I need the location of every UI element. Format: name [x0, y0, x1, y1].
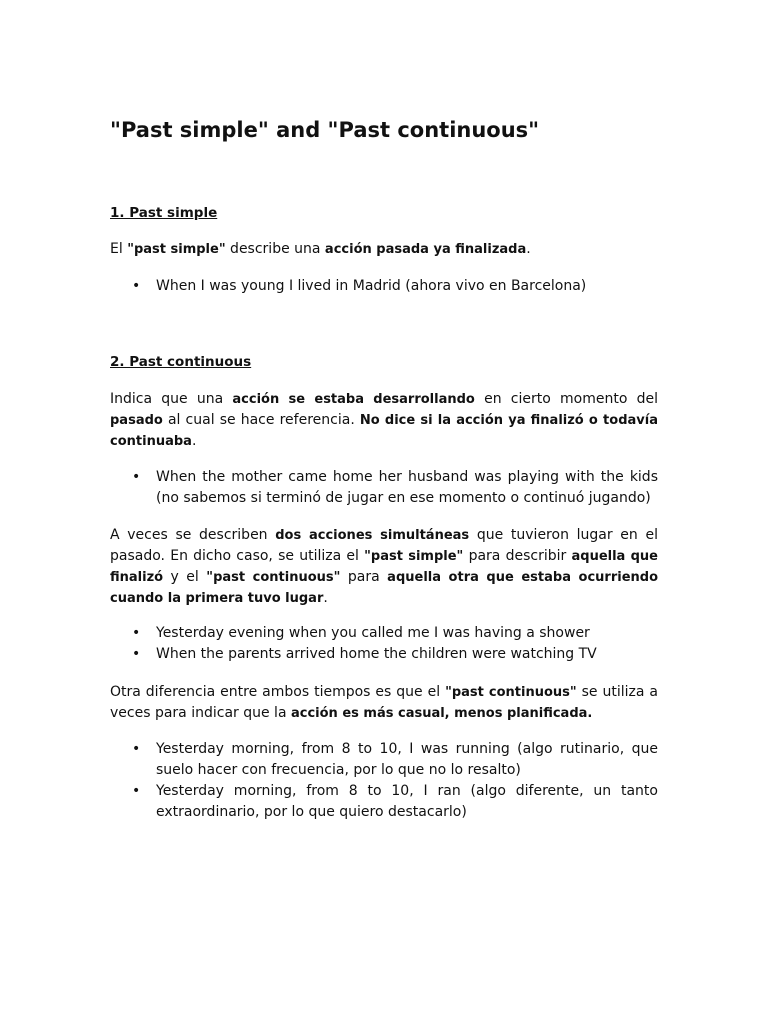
text-run: Otra diferencia entre ambos tiempos es que el [110, 684, 446, 700]
list-item [110, 623, 658, 644]
bold-run: dos acciones simultáneas [275, 528, 470, 543]
bold-run: "past simple" [364, 549, 464, 564]
text-run: al cual se hace referencia. [162, 412, 360, 428]
bold-run: "past continuous" [206, 570, 341, 585]
text-run: describe una [225, 241, 325, 257]
list-item-text: Yesterday morning, from 8 to 10, I ran (algo diferente, un tanto extraordinario, por lo que quiero destacarlo) [156, 783, 658, 820]
section-2-paragraph-2 [110, 525, 658, 609]
section-2-bullet-list-1 [110, 467, 658, 509]
section-1-bullet-list [110, 276, 658, 297]
bold-run: acción pasada ya finalizada [324, 242, 527, 257]
list-item [110, 644, 658, 665]
section-2-bullet-list-3 [110, 739, 658, 823]
list-item-text: Yesterday morning, from 8 to 10, I was running (algo rutinario, que suelo hacer con frecuencia, por lo que no lo resalto) [156, 741, 658, 778]
bold-run: "past continuous" [445, 685, 577, 700]
bullet-icon: • [132, 278, 141, 294]
section-2-paragraph-3 [110, 682, 658, 724]
section-1-intro [110, 239, 658, 260]
bold-run: "past simple" [127, 242, 226, 257]
text-run: . [191, 433, 197, 449]
section-2-paragraph-1 [110, 389, 658, 452]
text-run: que tuvieron lugar en el pasado. En dicho caso, se utiliza el [110, 527, 658, 564]
text-run: A veces se describen [110, 527, 276, 543]
text-run: . [526, 241, 531, 257]
list-item [110, 276, 658, 297]
list-item-text: When I was young I lived in Madrid (ahora vivo en Barcelona) [156, 278, 587, 294]
text-run: para [340, 569, 388, 585]
bold-run: aquella otra que estaba ocurriendo cuando la primera tuvo lugar [110, 570, 659, 606]
bold-run: aquella que finalizó [110, 549, 658, 585]
page-title: "Past simple" and "Past continuous" [110, 118, 540, 142]
bold-run: pasado [110, 413, 163, 428]
list-item [110, 781, 658, 823]
bullet-icon: • [132, 625, 141, 641]
bold-run: acción se estaba desarrollando [232, 392, 475, 407]
list-item-text: When the parents arrived home the children were watching TV [156, 646, 597, 662]
bullet-icon: • [132, 646, 141, 662]
list-item [110, 467, 658, 509]
text-run: para describir [463, 548, 572, 564]
text-run: . [323, 590, 328, 606]
section-2-bullet-list-2 [110, 623, 658, 665]
text-run: El [110, 241, 128, 257]
bold-run: No dice si la acción ya finalizó o todavía continuaba [110, 413, 658, 449]
bold-run: acción es más casual, menos planificada. [290, 706, 593, 721]
section-1-heading: 1. Past simple [110, 205, 218, 221]
bullet-icon: • [132, 741, 141, 757]
text-run: se utiliza a veces para indicar que la [110, 684, 658, 721]
section-2-heading: 2. Past continuous [110, 354, 252, 370]
list-item-text: When the mother came home her husband was playing with the kids (no sabemos si terminó de jugar en ese momento o continuó jugando) [156, 469, 658, 506]
text-run: Indica que una [110, 391, 233, 407]
text-run: en cierto momento del [474, 391, 658, 407]
bullet-icon: • [132, 783, 141, 799]
bullet-icon: • [132, 469, 141, 485]
text-run: y el [163, 569, 207, 585]
list-item-text: Yesterday evening when you called me I was having a shower [156, 625, 590, 641]
list-item [110, 739, 658, 781]
